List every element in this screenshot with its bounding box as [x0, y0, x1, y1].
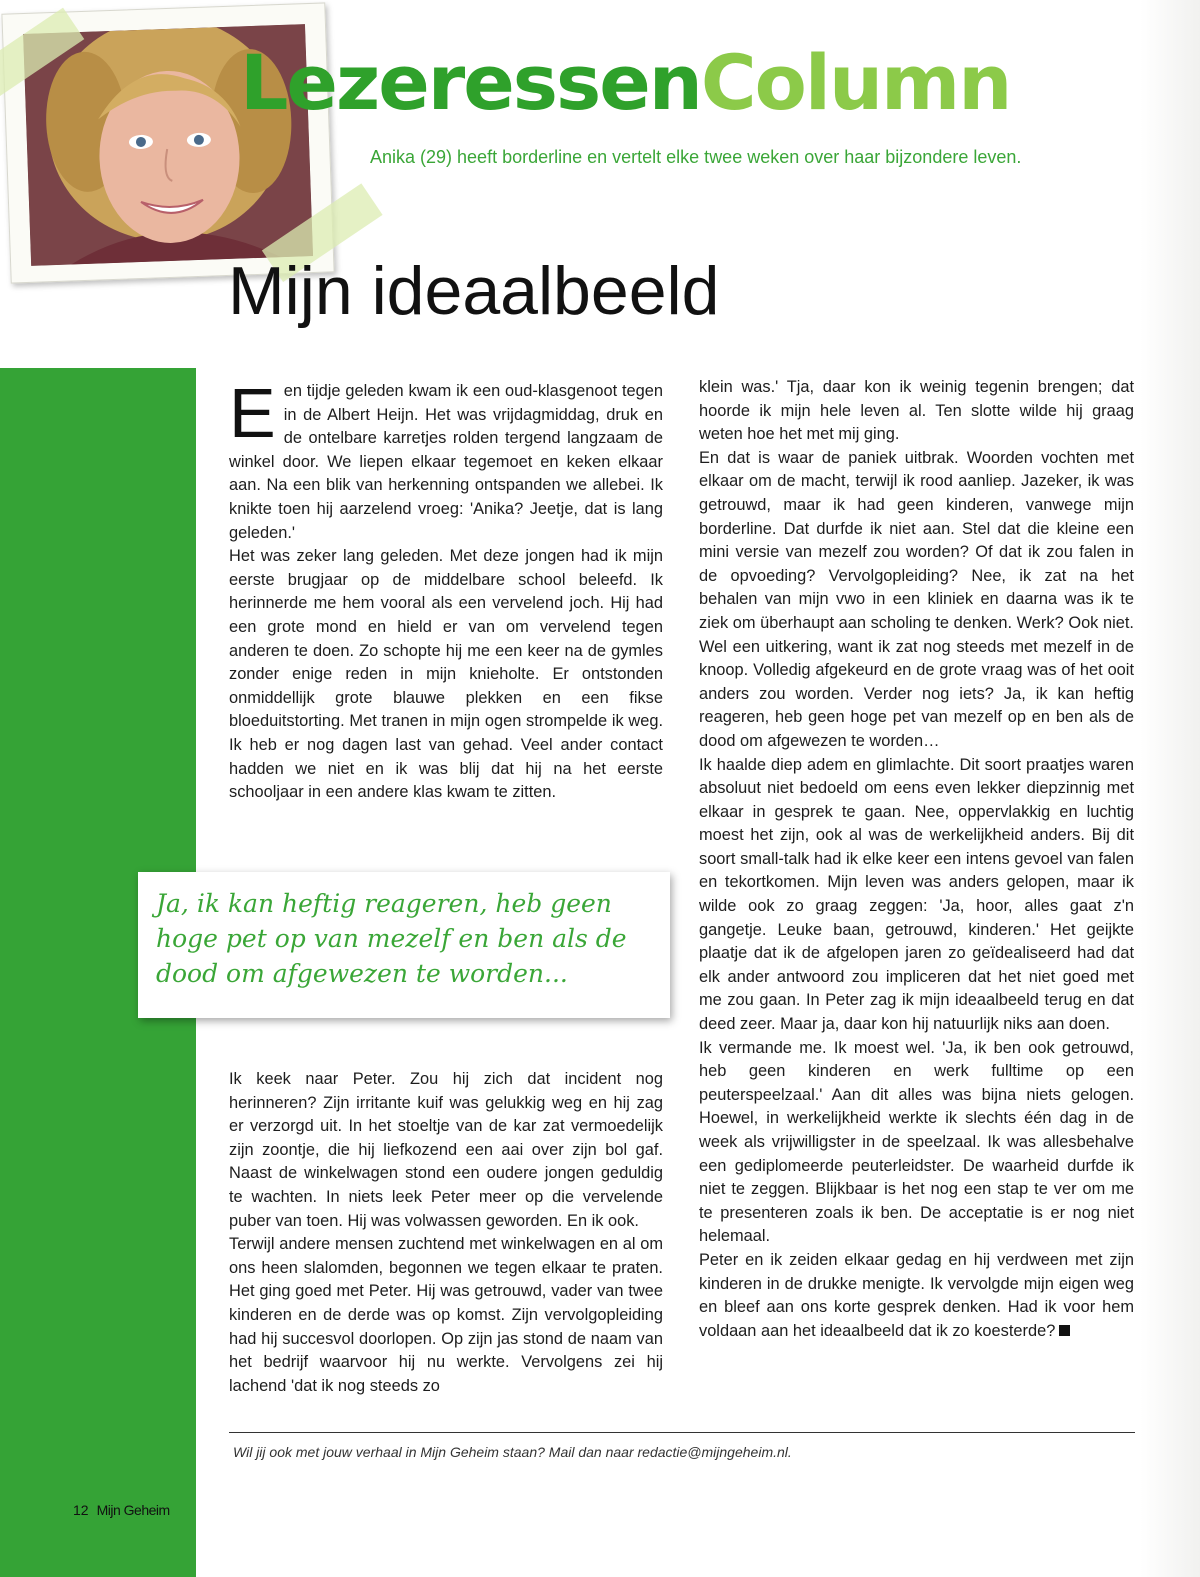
paragraph: Ik haalde diep adem en glimlachte. Dit soort praatjes waren absoluut niet bedoeld om eens even lekker diepzinnig met elkaar in gesprek te gaan. Nee, oppervlakkig en luchtig moest het zijn, ook al was de werkelijkheid anders. Bij dit soort small-talk had ik elke keer een intens gevoel van falen en tekortkomen. Mijn leven was anders gelopen, maar ik wilde ook zo graag zeggen: 'Ja, hoor, alles gaat z'n gangetje. Leuke baan, getrouwd, kinderen.' Het geijkte plaatje dat ik de afgelopen jaren zo geïdealiseerd had dat elk ander antwoord zou impliceren dat het niet goed met me zou gaan. In Peter zag ik mijn ideaalbeeld terug en dat deed zeer. Maar ja, daar kon hij natuurlijk niks aan doen. [699, 755, 1134, 1034]
drop-cap: E [229, 374, 276, 452]
end-of-article-mark [1059, 1325, 1070, 1336]
paragraph: En dat is waar de paniek uitbrak. Woorden vochten met elkaar om de macht, terwijl ik rood aanliep. Jazeker, ik was getrouwd, maar ik had geen kinderen, vanwege mijn borderline. Dat durfde ik niet aan. Stel dat die kleine een mini versie van mezelf zou worden? Of dat ik zou falen in de opvoeding? Vervolgopleiding? Nee, ik zat na het behalen van mijn vwo in een kliniek en daarna was ik te ziek om überhaupt aan scholing te denken. Werk? Ook niet. Wel een uitkering, want ik zat nog steeds met mezelf in de knoop. Volledig afgekeurd en de grote vraag was of het ooit anders zou worden. Verder nog iets? Ja, ik kan heftig reageren, heb geen hoge pet van mezelf op en ben als de dood om afgewezen te worden… [699, 448, 1134, 750]
page-folio [73, 1502, 170, 1518]
column-1-top [229, 374, 663, 805]
paragraph [229, 374, 663, 545]
column-subtitle: Anika (29) heeft borderline en vertelt elke twee weken over haar bijzondere leven. [370, 147, 1022, 167]
page-edge-shadow [1140, 0, 1200, 1577]
column-2 [699, 376, 1134, 1343]
paragraph [699, 1249, 1134, 1343]
paragraph-text: Peter en ik zeiden elkaar gedag en hij verdween met zijn kinderen in de drukke menigte. Ik vervolgde mijn eigen weg en bleef aan ons korte gesprek denken. Had ik voor hem voldaan aan het ideaalbeeld dat ik zo koesterde? [699, 1250, 1134, 1340]
article-headline: Mijn ideaalbeeld [228, 253, 720, 329]
pull-quote-box [138, 872, 670, 1018]
pull-quote: Ja, ik kan heftig reageren, heb geen hoge pet op van mezelf en ben als de dood om afgewezen te worden... [156, 889, 627, 988]
column-title-part1: Lezeressen [240, 38, 701, 127]
page-number: 12 [73, 1502, 89, 1518]
magazine-name: Mijn Geheim [96, 1502, 170, 1518]
column-title-part2: Column [700, 38, 1011, 127]
paragraph: klein was.' Tja, daar kon ik weinig tegenin brengen; dat hoorde ik mijn hele leven al. Ten slotte wilde hij graag weten hoe het met mij ging. [699, 378, 1134, 444]
paragraph: Terwijl andere mensen zuchtend met winkelwagen en al om ons heen slalomden, begonnen we tegen elkaar te praten. Het ging goed met Peter. Hij was getrouwd, vader van twee kinderen en de derde was op komst. Zijn vervolgopleiding had hij succesvol doorlopen. Op zijn jas stond de naam van het bedrijf waarvoor hij nu werkte. Vervolgens zei hij lachend 'dat ik nog steeds zo [229, 1235, 663, 1395]
paragraph: Ik vermande me. Ik moest wel. 'Ja, ik ben ook getrouwd, heb geen kinderen en werk fulltime op een peuterspeelzaal.' Aan dit alles was bijna niets gelogen. Hoewel, in werkelijkheid werkte ik slechts één dag in de week als vrijwilligster in de speelzaal. Ik was allesbehalve een gediplomeerde peuterleidster. De waarheid durfde ik niet te zeggen. Blijkbaar is het nog een stap te ver om me te presenteren zoals ik ben. De acceptatie is er nog niet helemaal. [699, 1038, 1134, 1246]
paragraph: Ik keek naar Peter. Zou hij zich dat incident nog herinneren? Zijn irritante kuif was gelukkig weg en hij zag er verzorgd uit. In het stoeltje van de kar zat vermoedelijk zijn zoontje, die hij liefkozend een aai over zijn bol gaf. Naast de winkelwagen stond een oudere jongen geduldig te wachten. In niets leek Peter meer op die vervelende puber van toen. Hij was volwassen geworden. En ik ook. [229, 1070, 663, 1230]
column-1-bottom [229, 1068, 663, 1398]
footer-note: Wil jij ook met jouw verhaal in Mijn Geheim staan? Mail dan naar redactie@mijngeheim.nl. [233, 1444, 792, 1460]
footer-divider [229, 1432, 1135, 1433]
paragraph-text: en tijdje geleden kwam ik een oud-klasgenoot tegen in de Albert Heijn. Het was vrijdagmiddag, druk en de ontelbare karretjes rolden tergend langzaam de winkel door. We liepen elkaar tegemoet en keken elkaar aan. Na een blik van herkenning ontspanden we allebei. Ik knikte toen hij aarzelend vroeg: 'Anika? Jeetje, dat is lang geleden.' [229, 382, 663, 542]
paragraph: Het was zeker lang geleden. Met deze jongen had ik mijn eerste brugjaar op de middelbare school beleefd. Ik herinnerde me hem vooral als een vervelend joch. Hij had een grote mond en hield er van om vervelend tegen anderen te doen. Zo schopte hij me een keer na de gymles zonder enige reden in mijn knieholte. Er ontstonden onmiddellijk grote blauwe plekken en een fikse bloeduitstorting. Met tranen in mijn ogen strompelde ik weg. Ik heb er nog dagen last van gehad. Veel ander contact hadden we niet en ik was blij dat hij na het eerste schooljaar in een andere klas kwam te zitten. [229, 547, 663, 802]
column-title [240, 38, 1010, 128]
